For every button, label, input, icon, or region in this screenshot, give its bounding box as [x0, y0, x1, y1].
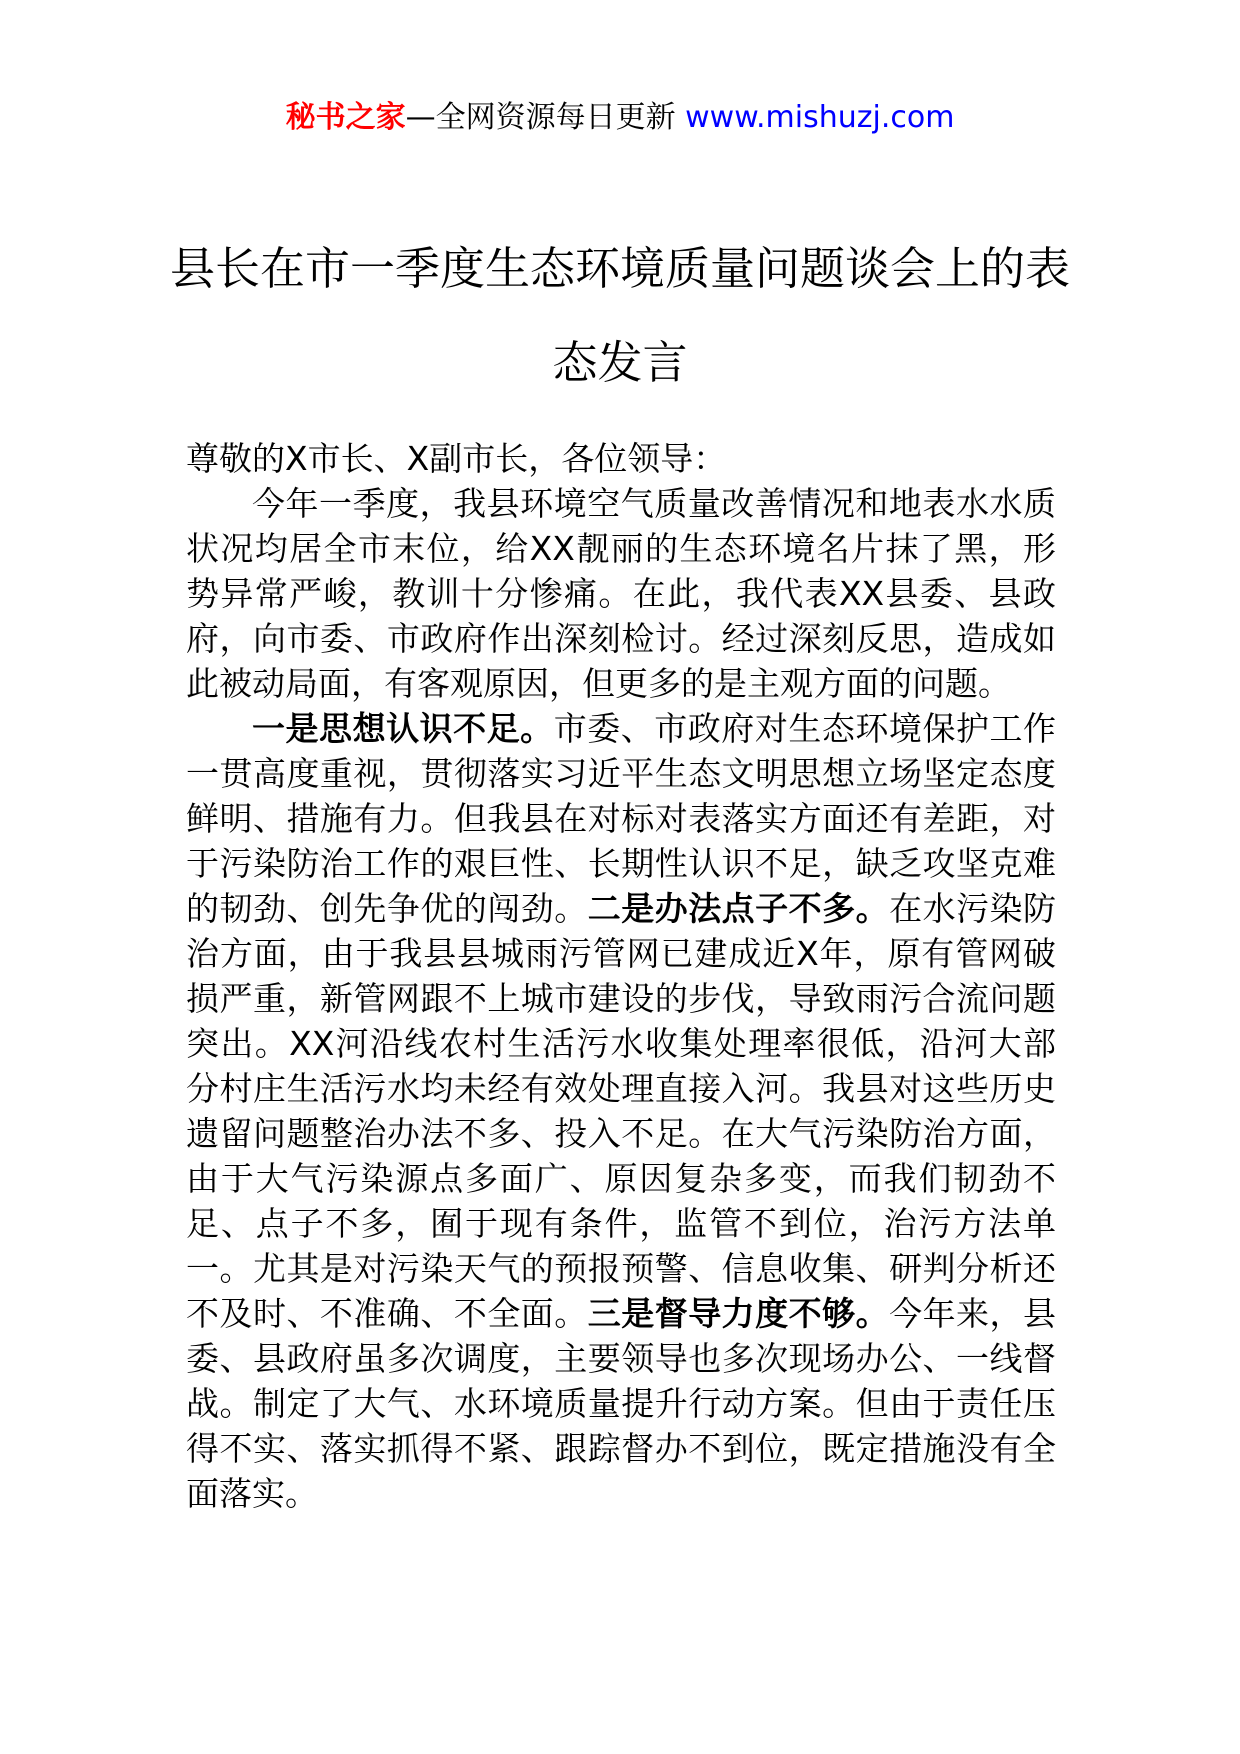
- point-2-text: 在水污染防治方面，由于我县县城雨污管网已建成近X年，原有管网破损严重，新管网跟不上城市建设的步伐，导致雨污合流问题突出。XX河沿线农村生活污水收集处理率很低，沿河大部分村庄生活污水均未经有效处理直接入河。我县对这些历史遗留问题整治办法不多、投入不足。在大气污染防治方面，由于大气污染源点多面广、原因复杂多变，而我们韧劲不足、点子不多，囿于现有条件，监管不到位，治污方法单一。尤其是对污染天气的预报预警、信息收集、研判分析还不及时、不准确、不全面。: [186, 889, 1057, 1333]
- site-slogan: —全网资源每日更新: [405, 100, 686, 135]
- paragraph-points: [186, 706, 1056, 1516]
- salutation: 尊敬的X市长、X副市长，各位领导：: [186, 439, 727, 478]
- point-1-heading: 一是思想认识不足。: [252, 709, 554, 748]
- point-2-heading: 二是办法点子不多。: [587, 889, 890, 928]
- paragraph-intro: 今年一季度，我县环境空气质量改善情况和地表水水质状况均居全市末位，给XX靓丽的生态环境名片抹了黑，形势异常严峻，教训十分惨痛。在此，我代表XX县委、县政府，向市委、市政府作出深刻检讨。经过深刻反思，造成如此被动局面，有客观原因，但更多的是主观方面的问题。: [186, 484, 1056, 703]
- document-title: 县长在市一季度生态环境质量问题谈会上的表态发言: [169, 242, 1070, 389]
- point-1-text: 市委、市政府对生态环境保护工作一贯高度重视，贯彻落实习近平生态文明思想立场坚定态度鲜明、措施有力。但我县在对标对表落实方面还有差距，对于污染防治工作的艰巨性、长期性认识不足，缺乏攻坚克难的韧劲、创先争优的闯劲。: [186, 709, 1057, 928]
- point-3-text: 今年来，县委、县政府虽多次调度，主要领导也多次现场办公、一线督战。制定了大气、水环境质量提升行动方案。但由于责任压得不实、落实抓得不紧、跟踪督办不到位，既定措施没有全面落实。: [186, 1294, 1057, 1513]
- document-body: [186, 436, 1056, 1516]
- point-3-heading: 三是督导力度不够。: [587, 1294, 890, 1333]
- site-url-link[interactable]: www.mishuzj.com: [685, 100, 955, 135]
- site-header: [0, 98, 1240, 138]
- site-brand: 秘书之家: [285, 100, 406, 135]
